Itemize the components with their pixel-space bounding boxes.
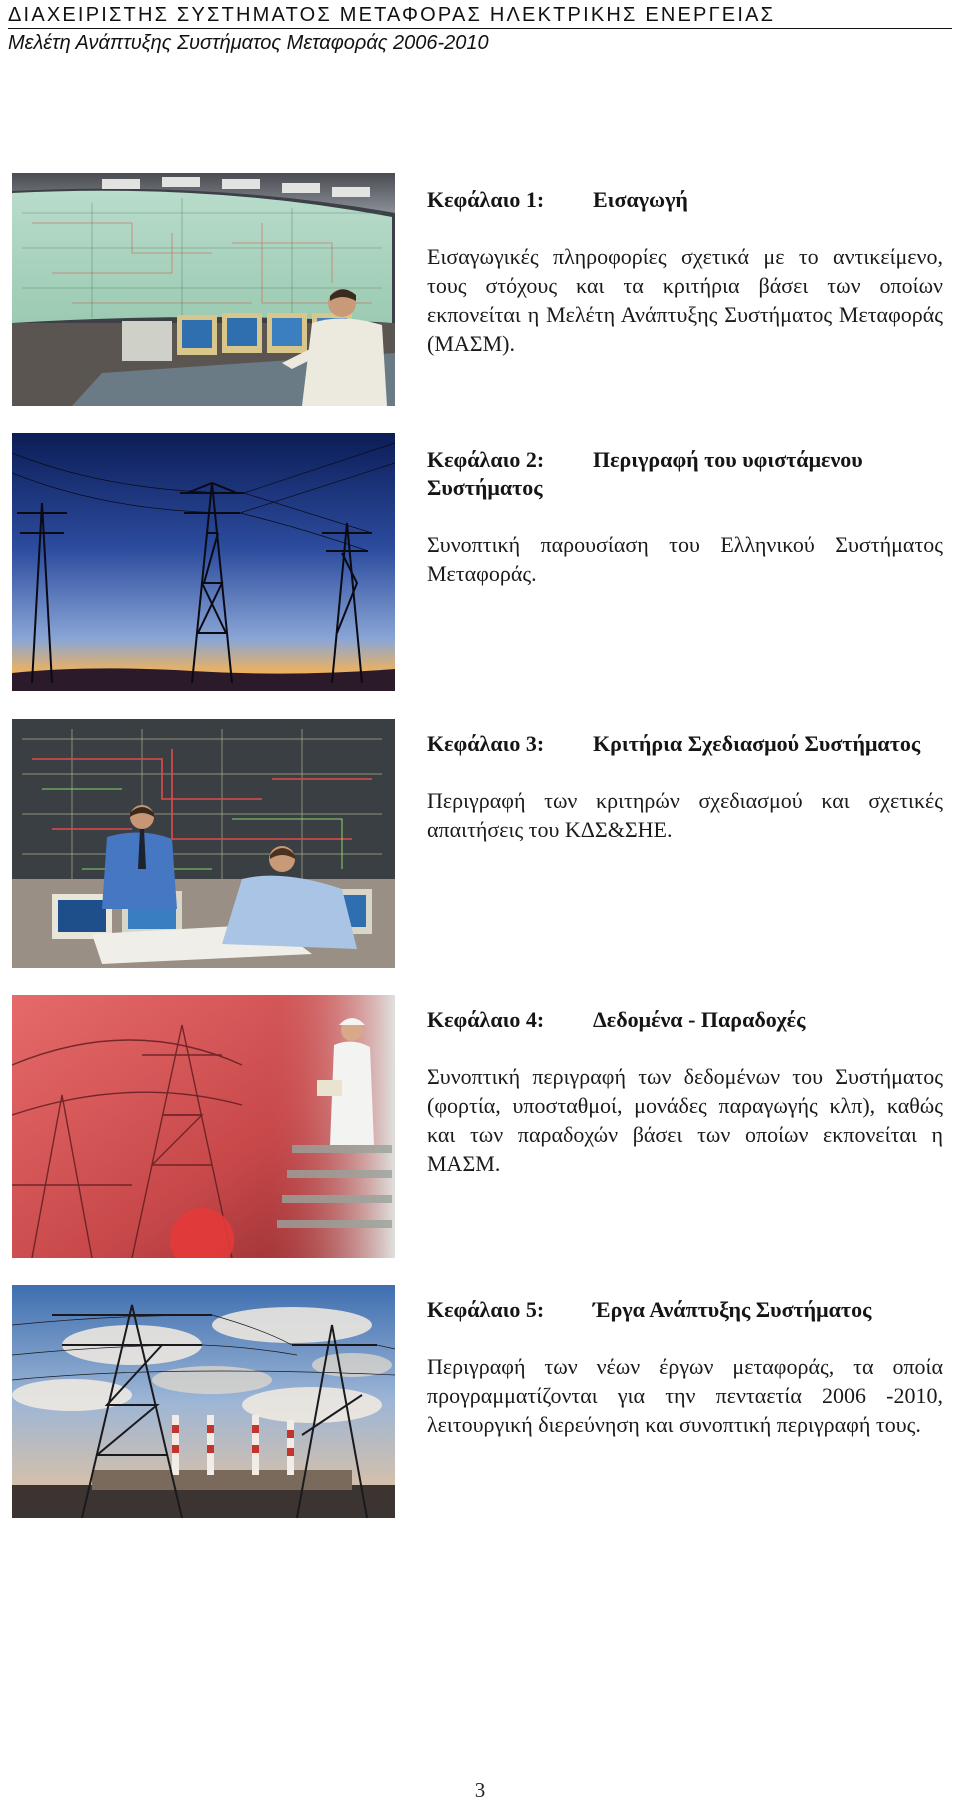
chapter-title: Έργα Ανάπτυξης Συστήματος [593,1297,872,1322]
chapter-heading [427,446,943,502]
chapter-number: Κεφάλαιο 2: [427,447,545,472]
chapter-title: Περιγραφή του υφιστάμενου Συστήματος [427,447,863,500]
chapter-2 [427,446,943,588]
chapter-5 [427,1296,943,1439]
chapter-heading [427,730,943,758]
chapter-1 [427,186,943,358]
chapter-4 [427,1006,943,1178]
chapter-description: Περιγραφή των κριτηρών σχεδιασμού και σχετικές απαιτήσεις του ΚΔΣ&ΣΗΕ. [427,788,943,842]
chapter-description: Συνοπτική παρουσίαση του Ελληνικού Συστήματος Μεταφοράς. [427,532,943,586]
page-number: 3 [474,1778,486,1802]
control-room-photo [12,173,395,406]
pylons-sunset-photo [12,433,395,691]
chapter-description: Εισαγωγικές πληροφορίες σχετικά με το αντικείμενο, τους στόχους και τα κριτήρια βάσει των οποίων εκπονείται η Μελέτη Ανάπτυξης Συστήματος Μεταφοράς (ΜΑΣΜ). [427,244,943,356]
chapter-title: Εισαγωγή [593,187,688,212]
page-header [8,0,952,57]
chapter-heading [427,1006,943,1034]
chapter-description: Περιγραφή των νέων έργων μεταφοράς, τα οποία προγραμματίζονται για την πενταετία 2006 -2010, λειτουργική διερεύνηση και συνοπτική περιγραφή τους. [427,1354,943,1437]
chapter-number: Κεφάλαιο 4: [427,1007,545,1032]
chapter-title: Δεδομένα - Παραδοχές [593,1007,806,1032]
control-panel-photo [12,719,395,968]
chapter-number: Κεφάλαιο 1: [427,187,545,212]
organization-name: ΔΙΑΧΕΙΡΙΣΤΗΣ ΣΥΣΤΗΜΑΤΟΣ ΜΕΤΑΦΟΡΑΣ ΗΛΕΚΤΡΙΚΗΣ ΕΝΕΡΓΕΙΑΣ [8,4,776,26]
chapter-number: Κεφάλαιο 3: [427,731,545,756]
data-collage-photo [12,995,395,1258]
chapter-heading [427,186,943,214]
chapter-title: Κριτήρια Σχεδιασμού Συστήματος [593,731,921,756]
chapter-3 [427,730,943,844]
chapter-heading [427,1296,943,1324]
chapter-description: Συνοπτική περιγραφή των δεδομένων του Συστήματος (φορτία, υποσταθμοί, μονάδες παραγωγής κλπ), καθώς και των παραδοχών βάσει των οποίων εκπονείται η ΜΑΣΜ. [427,1064,943,1176]
chapter-number: Κεφάλαιο 5: [427,1297,545,1322]
power-plant-photo [12,1285,395,1518]
document-subtitle: Μελέτη Ανάπτυξης Συστήματος Μεταφοράς 2006-2010 [8,32,489,54]
